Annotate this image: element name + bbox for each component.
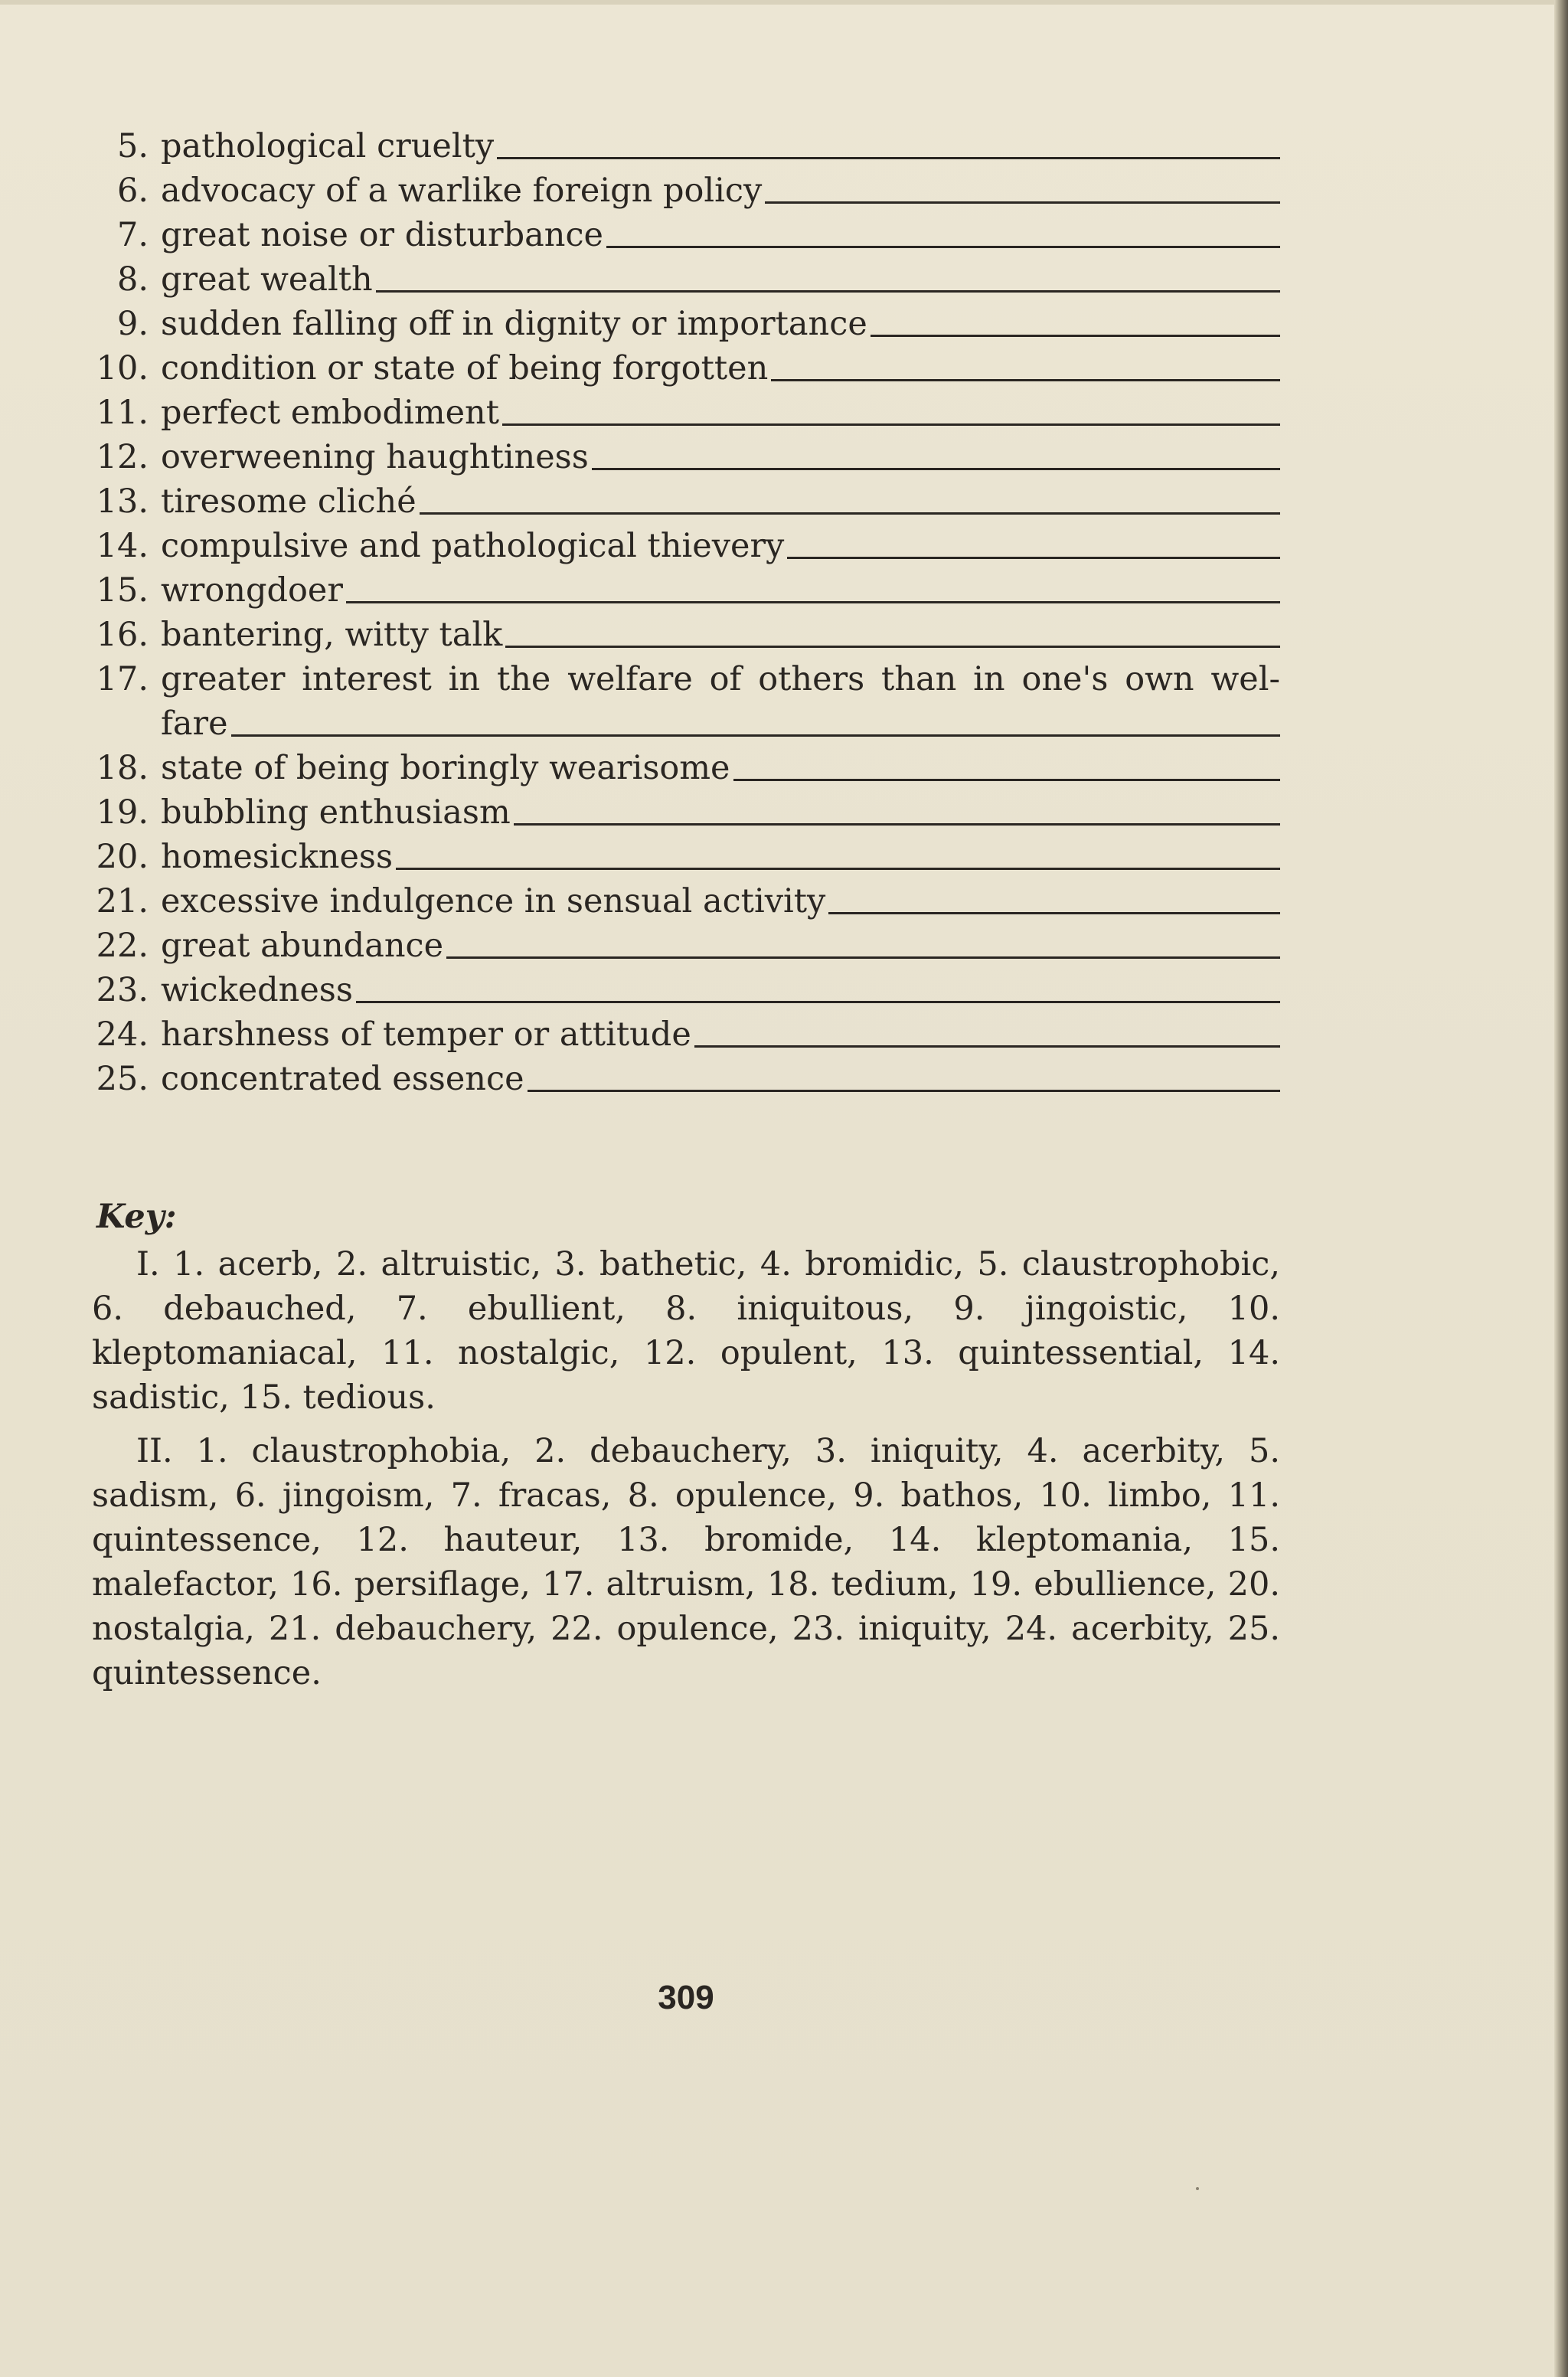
exercise-item (92, 1057, 1280, 1101)
answer-blank[interactable] (828, 912, 1280, 914)
answer-blank[interactable] (514, 823, 1280, 826)
exercise-item (92, 879, 1280, 924)
item-definition: greater interest in the welfare of others than in one's own wel- (161, 660, 1280, 698)
exercise-item (92, 524, 1280, 568)
item-definition: harshness of temper or attitude (161, 1015, 691, 1054)
key-heading: Key: (96, 1198, 177, 1236)
exercise-item (92, 790, 1280, 835)
item-number: 20. (96, 838, 149, 876)
item-number: 9. (116, 305, 149, 343)
answer-blank[interactable] (765, 201, 1280, 204)
item-definition: advocacy of a warlike foreign policy (161, 172, 763, 210)
item-number: 8. (116, 260, 149, 299)
item-definition: homesickness (161, 838, 394, 876)
item-definition: pathological cruelty (161, 127, 495, 165)
exercise-item (92, 835, 1280, 879)
exercise-item (92, 746, 1280, 790)
item-definition: great noise or disturbance (161, 216, 604, 254)
item-number: 13. (96, 482, 149, 521)
answer-blank[interactable] (694, 1045, 1280, 1048)
item-definition-continued: fare (161, 705, 228, 743)
item-definition: bantering, witty talk (161, 616, 503, 654)
answer-blank[interactable] (505, 646, 1280, 648)
item-definition: tiresome cliché (161, 482, 416, 521)
item-definition: wickedness (161, 971, 353, 1009)
exercise-item (92, 257, 1280, 302)
item-number: 19. (96, 793, 149, 832)
exercise-item (92, 168, 1280, 213)
item-definition: sudden falling off in dignity or importance (161, 305, 867, 343)
exercise-item (92, 568, 1280, 613)
exercise-item (92, 968, 1280, 1012)
item-number: 7. (116, 216, 149, 254)
key-part-two: II. 1. claustrophobia, 2. debauchery, 3. iniquity, 4. acerbity, 5. sadism, 6. jingoism, 7. fracas, 8. opulence, 9. bathos, 10. limbo, 11. quintessence, 12. hauteur, 13. bromide, 14. kleptomania, 15. malefactor, 16. persiflage, 17. altruism, 18. tedium, 19. ebullience, 20. nostalgia, 21. debauchery, 22. opulence, 23. iniquity, 24. acerbity, 25. quintessence. (92, 1432, 1280, 1692)
answer-blank[interactable] (446, 956, 1280, 959)
exercise-item (92, 346, 1280, 391)
item-definition: perfect embodiment (161, 394, 500, 432)
item-number: 17. (96, 660, 149, 698)
item-definition: wrongdoer (161, 571, 343, 610)
item-number: 18. (96, 749, 149, 787)
exercise-item (92, 435, 1280, 479)
item-number: 16. (96, 616, 149, 654)
exercise-list (92, 124, 1280, 1101)
book-spine-shadow (1554, 0, 1568, 2377)
answer-blank[interactable] (733, 779, 1281, 781)
answer-blank[interactable] (396, 868, 1280, 870)
item-definition: compulsive and pathological thievery (161, 527, 785, 565)
answer-blank[interactable] (871, 335, 1280, 337)
item-definition: bubbling enthusiasm (161, 793, 511, 832)
item-number: 22. (96, 927, 149, 965)
paper-speck (1196, 2187, 1199, 2190)
answer-blank[interactable] (376, 290, 1280, 293)
exercise-item (92, 1012, 1280, 1057)
exercise-item (92, 479, 1280, 524)
item-number: 15. (96, 571, 149, 610)
exercise-item (92, 302, 1280, 346)
item-number: 10. (96, 349, 149, 387)
item-definition: concentrated essence (161, 1060, 524, 1098)
answer-blank[interactable] (606, 246, 1280, 248)
item-number: 6. (116, 172, 149, 210)
exercise-item (92, 657, 1280, 746)
answer-blank[interactable] (497, 157, 1280, 159)
exercise-item (92, 924, 1280, 968)
answer-blank[interactable] (528, 1090, 1280, 1092)
item-number: 5. (116, 127, 149, 165)
answer-blank[interactable] (592, 468, 1280, 470)
item-number: 11. (96, 394, 149, 432)
item-definition: state of being boringly wearisome (161, 749, 730, 787)
answer-blank[interactable] (771, 379, 1280, 381)
exercise-item (92, 124, 1280, 168)
item-number: 24. (96, 1015, 149, 1054)
exercise-item (92, 391, 1280, 435)
page-number: 309 (658, 1979, 714, 2016)
answer-blank[interactable] (420, 512, 1280, 515)
item-definition: great wealth (161, 260, 373, 299)
item-number: 21. (96, 882, 149, 920)
exercise-item (92, 613, 1280, 657)
answer-blank[interactable] (356, 1001, 1280, 1003)
answer-blank[interactable] (502, 423, 1280, 426)
item-number: 25. (96, 1060, 149, 1098)
item-definition: great abundance (161, 927, 444, 965)
answer-blank[interactable] (787, 557, 1280, 559)
item-definition: condition or state of being forgotten (161, 349, 769, 387)
answer-blank[interactable] (231, 734, 1280, 737)
exercise-item (92, 213, 1280, 257)
page-top-edge (0, 0, 1568, 5)
item-number: 12. (96, 438, 149, 476)
item-definition: excessive indulgence in sensual activity (161, 882, 826, 920)
answer-blank[interactable] (346, 601, 1280, 603)
item-number: 23. (96, 971, 149, 1009)
item-number: 14. (96, 527, 149, 565)
key-part-one: I. 1. acerb, 2. altruistic, 3. bathetic, 4. bromidic, 5. claustrophobic, 6. debauched, 7. ebullient, 8. iniquitous, 9. jingoistic, 10. kleptomaniacal, 11. nostalgic, 12. opulent, 13. quintessential, 14. sadistic, 15. tedious. (92, 1245, 1280, 1417)
item-definition: overweening haughtiness (161, 438, 589, 476)
